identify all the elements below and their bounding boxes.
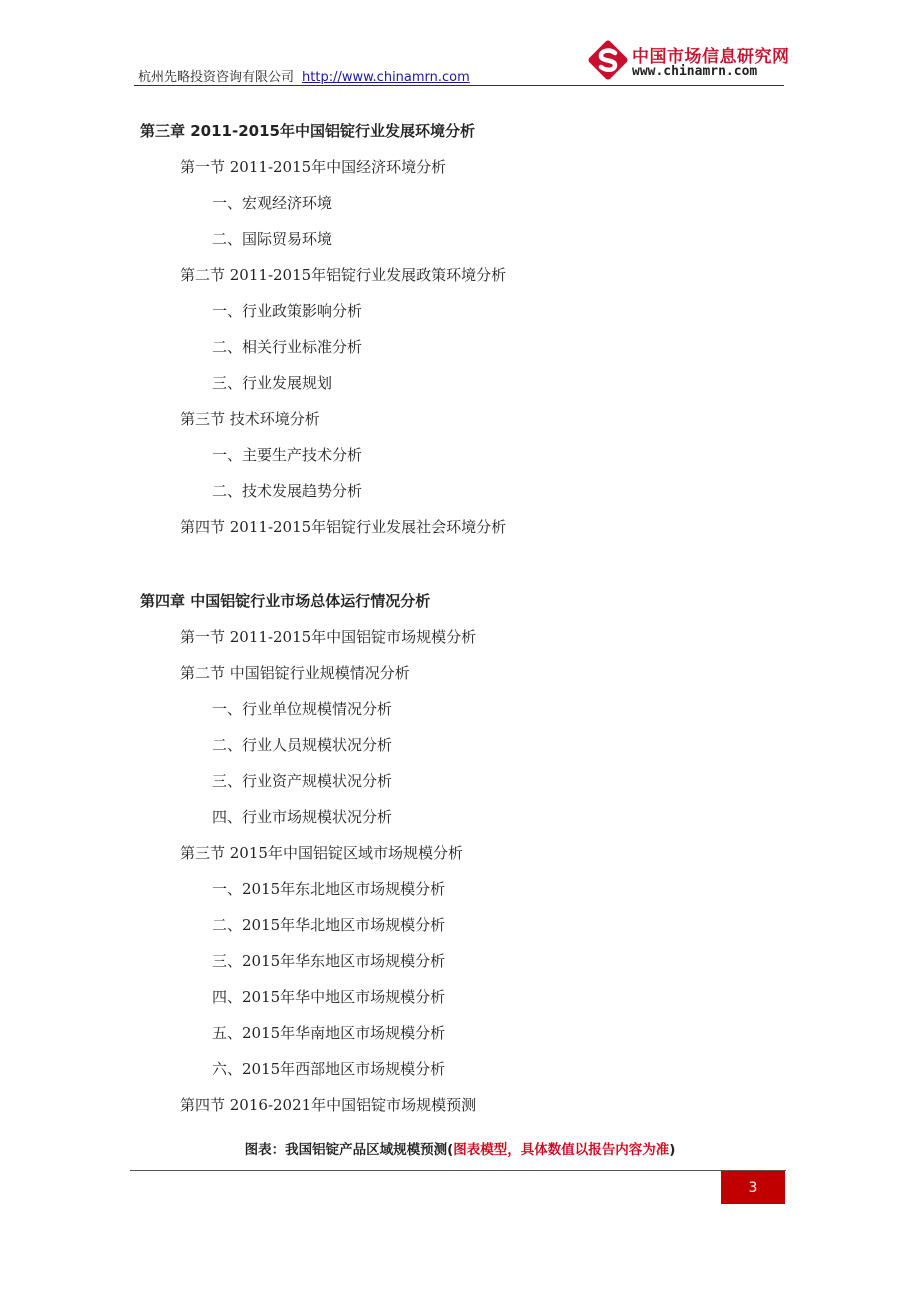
toc-item: 四、2015年华中地区市场规模分析	[212, 988, 446, 1006]
toc-item: 三、行业发展规划	[212, 374, 333, 392]
toc-item: 二、相关行业标准分析	[212, 338, 363, 356]
page-number: 3	[721, 1171, 785, 1204]
toc-item: 一、行业政策影响分析	[212, 302, 363, 320]
toc-item: 一、行业单位规模情况分析	[212, 700, 393, 718]
toc-item: 六、2015年西部地区市场规模分析	[212, 1060, 446, 1078]
toc-chapter: 第三章 2011-2015年中国铝锭行业发展环境分析	[140, 122, 475, 140]
caption-prefix: 图表：我国铝锭产品区域规模预测(	[244, 1142, 454, 1158]
toc-item: 四、行业市场规模状况分析	[212, 808, 393, 826]
toc-item: 三、2015年华东地区市场规模分析	[212, 952, 446, 970]
toc-item: 三、行业资产规模状况分析	[212, 772, 393, 790]
toc-section: 第一节 2011-2015年中国铝锭市场规模分析	[180, 628, 477, 646]
header-divider	[134, 85, 784, 86]
logo-title: 中国市场信息研究网	[632, 47, 790, 67]
figure-caption	[0, 1138, 920, 1158]
toc-item: 一、2015年东北地区市场规模分析	[212, 880, 446, 898]
toc-item: 二、国际贸易环境	[212, 230, 333, 248]
logo	[588, 40, 788, 84]
toc-section: 第二节 2011-2015年铝锭行业发展政策环境分析	[180, 266, 507, 284]
toc-section: 第三节 2015年中国铝锭区域市场规模分析	[180, 844, 463, 862]
caption-suffix: )	[669, 1142, 676, 1158]
header-company	[138, 66, 470, 85]
toc-item: 一、宏观经济环境	[212, 194, 333, 212]
toc-item: 一、主要生产技术分析	[212, 446, 363, 464]
toc-item: 二、2015年华北地区市场规模分析	[212, 916, 446, 934]
toc-item: 五、2015年华南地区市场规模分析	[212, 1024, 446, 1042]
toc-item: 二、技术发展趋势分析	[212, 482, 363, 500]
logo-url: www.chinamrn.com	[632, 64, 758, 79]
toc-section: 第一节 2011-2015年中国经济环境分析	[180, 158, 447, 176]
logo-s-icon	[588, 40, 628, 80]
company-url-link[interactable]: http://www.chinamrn.com	[302, 70, 470, 85]
toc-chapter: 第四章 中国铝锭行业市场总体运行情况分析	[140, 592, 431, 610]
caption-note: 图表模型，具体数值以报告内容为准	[453, 1142, 670, 1158]
toc-section: 第四节 2016-2021年中国铝锭市场规模预测	[180, 1096, 477, 1114]
toc-item: 二、行业人员规模状况分析	[212, 736, 393, 754]
toc-section: 第二节 中国铝锭行业规模情况分析	[180, 664, 410, 682]
toc-section: 第三节 技术环境分析	[180, 410, 320, 428]
company-name: 杭州先略投资咨询有限公司	[138, 70, 295, 85]
toc-section: 第四节 2011-2015年铝锭行业发展社会环境分析	[180, 518, 507, 536]
footer-divider	[130, 1170, 786, 1171]
